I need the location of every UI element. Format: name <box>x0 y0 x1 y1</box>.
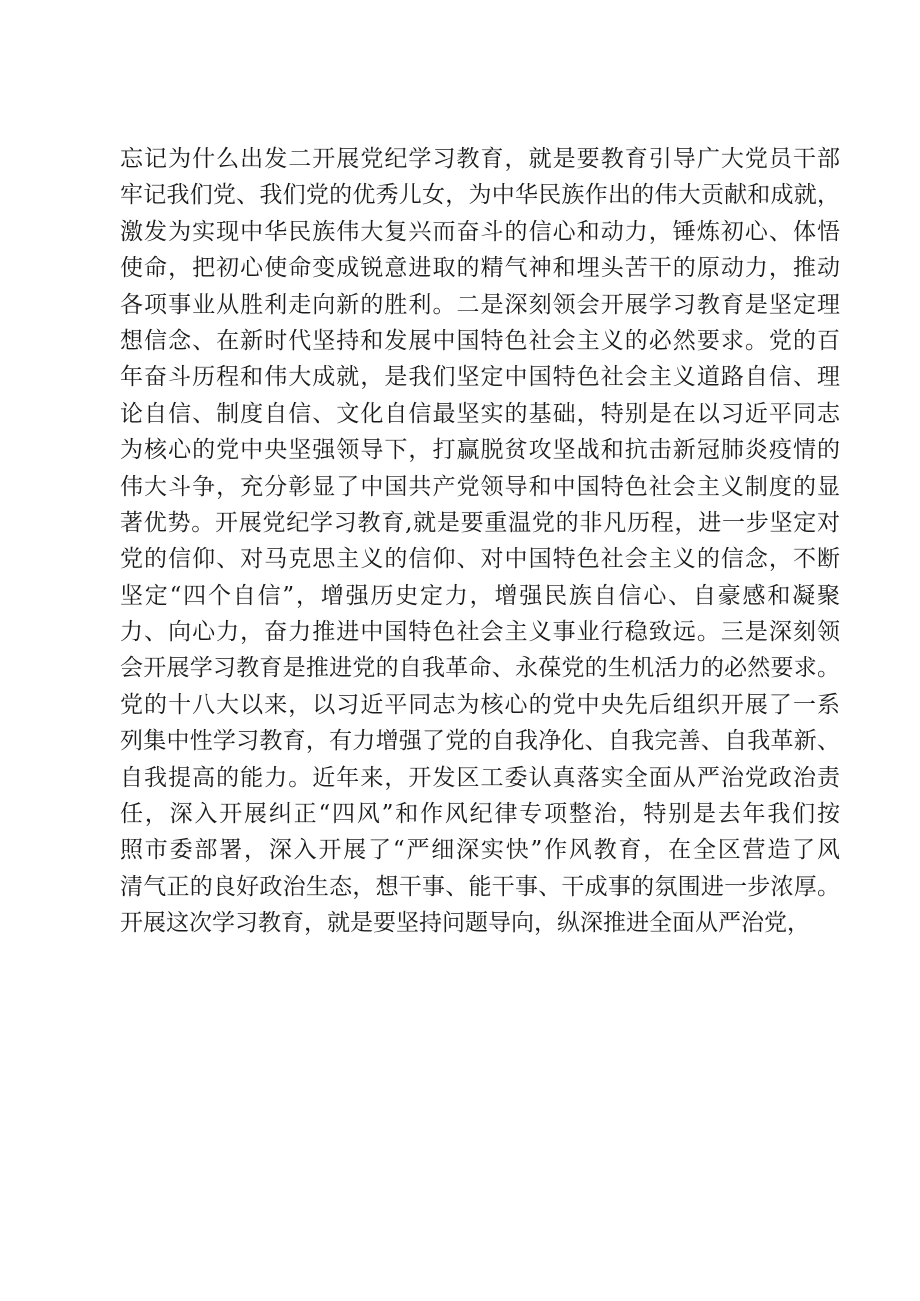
text-line: 任，深入开展纠正“四风”和作风纪律专项整治，特别是去年我们按 <box>120 801 840 828</box>
text-line: 为核心的党中央坚强领导下，打赢脱贫攻坚战和抗击新冠肺炎疫情的 <box>120 437 840 464</box>
text-line: 会开展学习教育是推进党的自我革命、永葆党的生机活力的必然要求。 <box>120 655 840 682</box>
text-line: 年奋斗历程和伟大成就，是我们坚定中国特色社会主义道路自信、理 <box>120 364 840 391</box>
text-line: 使命，把初心使命变成锐意进取的精气神和埋头苦干的原动力，推动 <box>120 255 840 282</box>
text-line: 照市委部署，深入开展了“严细深实快”作风教育，在全区营造了风 <box>120 837 840 864</box>
text-line: 伟大斗争，充分彰显了中国共产党领导和中国特色社会主义制度的显 <box>120 473 840 500</box>
text-line: 忘记为什么出发二开展党纪学习教育，就是要教育引导广大党员干部 <box>120 146 840 172</box>
text-line: 牢记我们党、我们党的优秀儿女，为中华民族作出的伟大贡献和成就， <box>120 182 840 209</box>
body-paragraph <box>120 141 840 942</box>
text-line: 自我提高的能力。近年来，开发区工委认真落实全面从严治党政治责 <box>120 764 840 791</box>
text-line: 各项事业从胜利走向新的胜利。二是深刻领会开展学习教育是坚定理 <box>120 291 840 318</box>
text-line: 坚定“四个自信”，增强历史定力，增强民族自信心、自豪感和凝聚 <box>120 582 840 609</box>
text-line: 清气正的良好政治生态，想干事、能干事、干成事的氛围进一步浓厚。 <box>120 873 840 900</box>
text-line: 论自信、制度自信、文化自信最坚实的基础，特别是在以习近平同志 <box>120 400 840 427</box>
text-line: 党的信仰、对马克思主义的信仰、对中国特色社会主义的信念，不断 <box>120 546 840 573</box>
text-line: 著优势。开展党纪学习教育,就是要重温党的非凡历程，进一步坚定对 <box>120 509 840 536</box>
text-line: 想信念、在新时代坚持和发展中国特色社会主义的必然要求。党的百 <box>120 327 840 354</box>
text-line: 列集中性学习教育，有力增强了党的自我净化、自我完善、自我革新、 <box>120 728 840 755</box>
text-line: 党的十八大以来，以习近平同志为核心的党中央先后组织开展了一系 <box>120 691 840 718</box>
text-line: 开展这次学习教育，就是要坚持问题导向，纵深推进全面从严治党， <box>120 910 810 937</box>
text-line: 力、向心力，奋力推进中国特色社会主义事业行稳致远。三是深刻领 <box>120 619 840 646</box>
text-line: 激发为实现中华民族伟大复兴而奋斗的信心和动力，锤炼初心、体悟 <box>120 218 840 245</box>
